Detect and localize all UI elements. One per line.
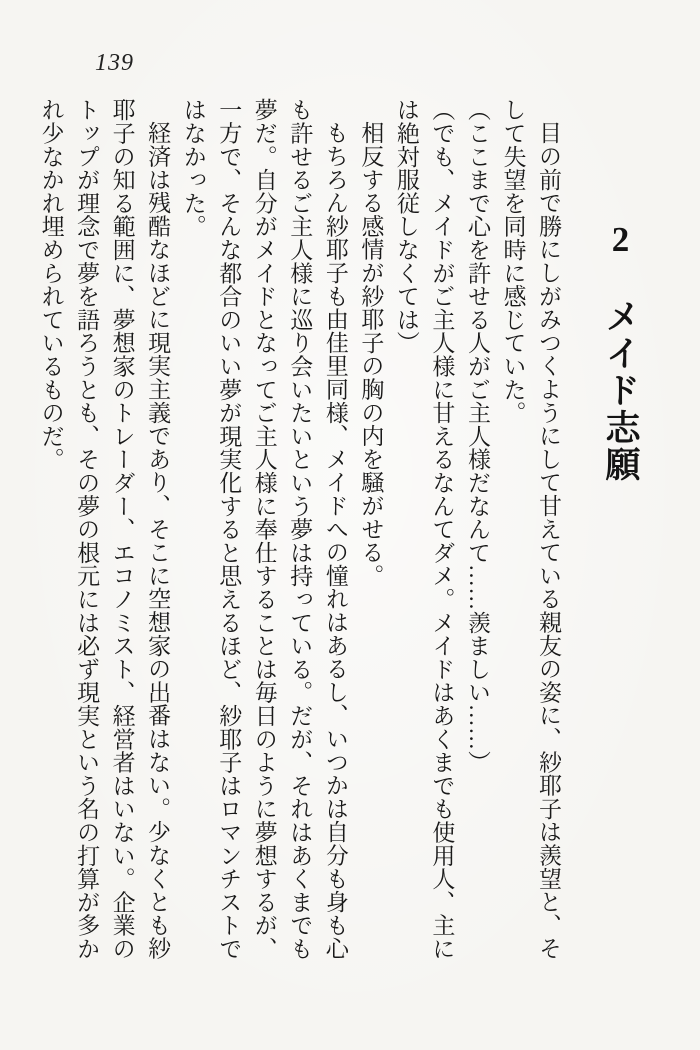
page-number: 139 [95,50,134,76]
paragraph: 相反する感情が紗耶子の胸の内を騒がせる。 [358,121,384,587]
paragraph-list [33,98,566,976]
paragraph: （ここまで心を許せる人がご主人様だなんて……羨ましい……） [464,98,490,774]
chapter-heading: 2 メイド志願 [601,220,640,483]
page-content [33,98,658,976]
paragraph: もちろん紗耶子も由佳里同様、メイドへの憧れはあるし、いつかは自分も身も心も許せるご主人様に巡り会いたいという夢は持っている。だが、それはあくまでも夢だ。自分がメイドとなってご主人様に奉仕することは毎日のように夢想するが、一方で、そんな都合のいい夢が現実化すると思えるほど、紗耶子はロマンチストではなかった。 [180,98,348,961]
paragraph: （でも、メイドがご主人様に甘えるなんてダメ。メイドはあくまでも使用人、主には絶対服従しなくては） [393,98,455,961]
paragraph: 経済は残酷なほどに現実主義であり、そこに空想家の出番はない。少なくとも紗耶子の知る範囲に、夢想家のトレーダー、エコノミスト、経営者はいない。企業のトップが理念で夢を語ろうとも、その夢の根元には必ず現実という名の打算が多かれ少なかれ埋められているものだ。 [38,98,171,961]
paragraph: 目の前で勝にしがみつくようにして甘えている親友の姿に、紗耶子は羨望と、そして失望を同時に感じていた。 [500,98,561,960]
